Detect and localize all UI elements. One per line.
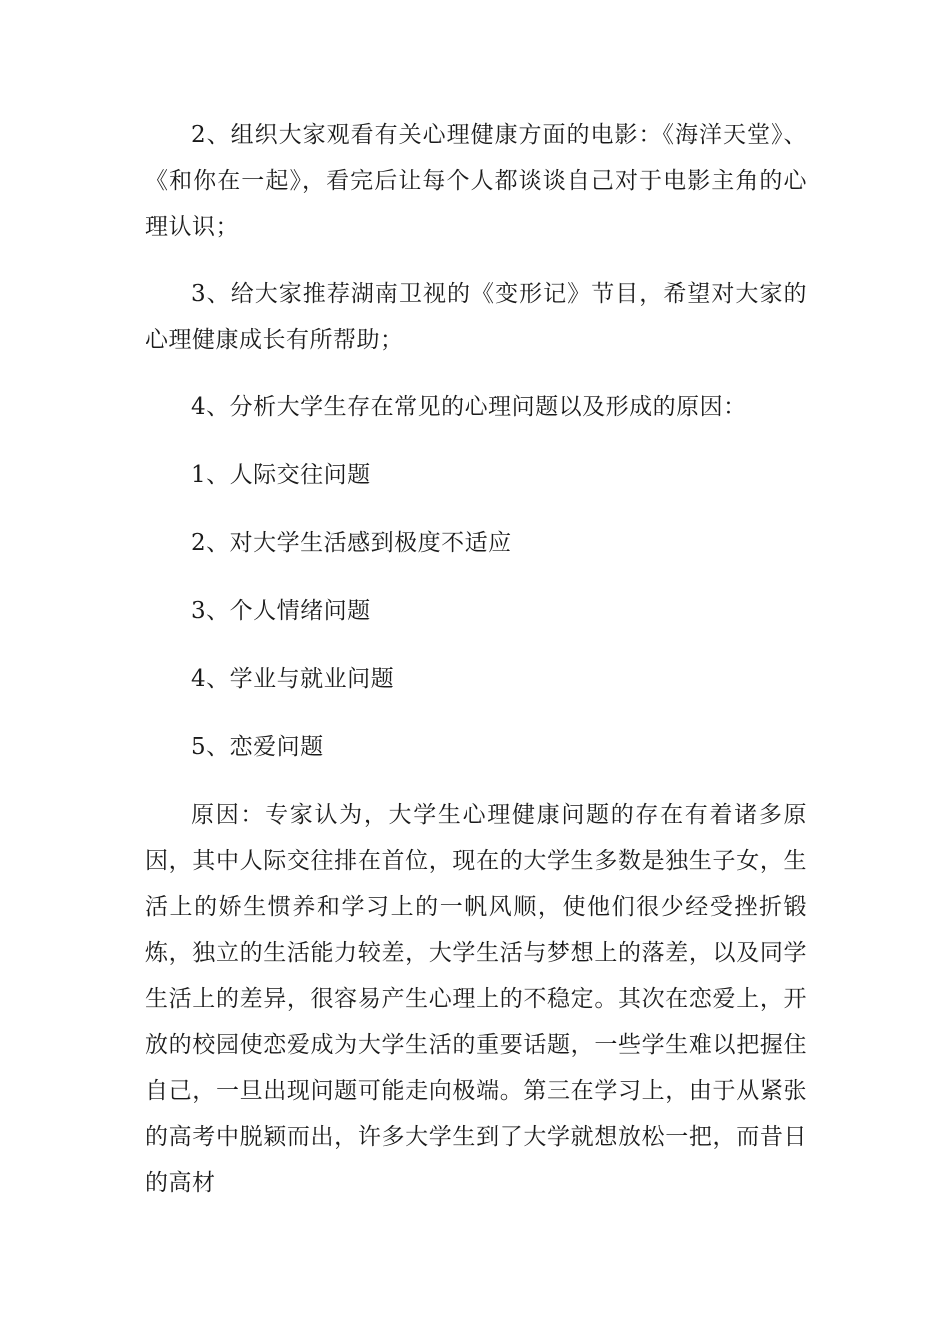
list-item: 5、恋爱问题 bbox=[191, 734, 324, 760]
paragraph-analysis: 4、分析大学生存在常见的心理问题以及形成的原因： bbox=[191, 394, 747, 420]
paragraph-tv-program: 3、给大家推荐湖南卫视的《变形记》节目，希望对大家的心理健康成长有所帮助； bbox=[145, 281, 807, 353]
document-body bbox=[145, 112, 807, 1206]
paragraph-movies: 2、组织大家观看有关心理健康方面的电影：《海洋天堂》、《和你在一起》，看完后让每个人都谈谈自己对于电影主角的心理认识； bbox=[145, 122, 807, 240]
list-item: 3、个人情绪问题 bbox=[191, 598, 371, 624]
paragraph-reason: 原因：专家认为，大学生心理健康问题的存在有着诸多原因，其中人际交往排在首位，现在的大学生多数是独生子女，生活上的娇生惯养和学习上的一帆风顺，使他们很少经受挫折锻炼，独立的生活能力较差，大学生活与梦想上的落差，以及同学生活上的差异，很容易产生心理上的不稳定。其次在恋爱上，开放的校园使恋爱成为大学生活的重要话题，一些学生难以把握住自己，一旦出现问题可能走向极端。第三在学习上，由于从紧张的高考中脱颖而出，许多大学生到了大学就想放松一把，而昔日的高材 bbox=[145, 802, 807, 1196]
list-item: 4、学业与就业问题 bbox=[191, 666, 395, 692]
issue-list bbox=[145, 452, 807, 770]
list-item: 1、人际交往问题 bbox=[191, 462, 371, 488]
list-item: 2、对大学生活感到极度不适应 bbox=[191, 530, 512, 556]
